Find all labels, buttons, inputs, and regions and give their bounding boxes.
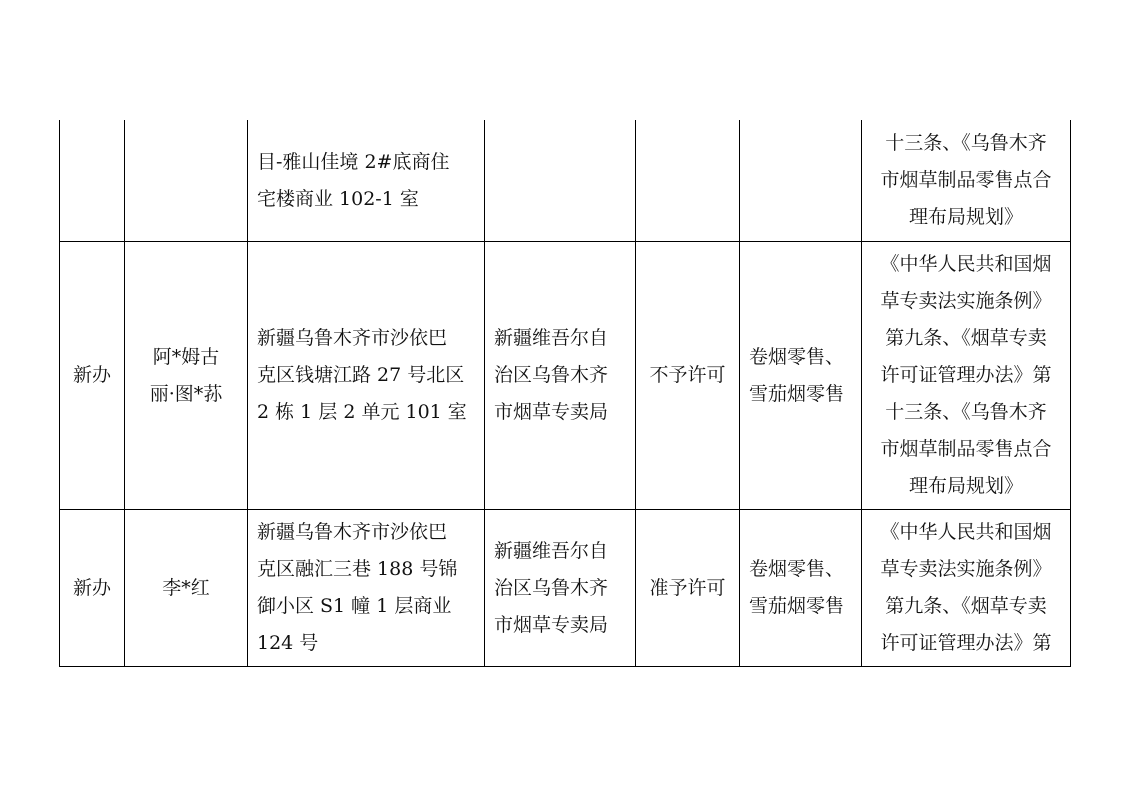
cell-address: 目-雅山佳境 2#底商住 宅楼商业 102-1 室 bbox=[248, 120, 485, 242]
cell-business-scope: 卷烟零售、 雪茄烟零售 bbox=[740, 242, 862, 510]
cell-applicant-name bbox=[125, 120, 248, 242]
cell-authority: 新疆维吾尔自 治区乌鲁木齐 市烟草专卖局 bbox=[485, 242, 636, 510]
cell-address: 新疆乌鲁木齐市沙依巴 克区融汇三巷 188 号锦 御小区 S1 幢 1 层商业 124 号 bbox=[248, 510, 485, 667]
license-table bbox=[59, 120, 1071, 667]
cell-decision bbox=[636, 120, 740, 242]
table-row bbox=[60, 510, 1071, 667]
cell-business-scope bbox=[740, 120, 862, 242]
cell-decision: 准予许可 bbox=[636, 510, 740, 667]
cell-license-type: 新办 bbox=[60, 242, 125, 510]
cell-decision: 不予许可 bbox=[636, 242, 740, 510]
cell-legal-basis: 《中华人民共和国烟 草专卖法实施条例》 第九条、《烟草专卖 许可证管理办法》第 bbox=[862, 510, 1071, 667]
cell-license-type bbox=[60, 120, 125, 242]
cell-authority bbox=[485, 120, 636, 242]
cell-license-type: 新办 bbox=[60, 510, 125, 667]
cell-legal-basis: 十三条、《乌鲁木齐 市烟草制品零售点合 理布局规划》 bbox=[862, 120, 1071, 242]
table-row bbox=[60, 120, 1071, 242]
cell-applicant-name: 阿*姆古 丽·图*荪 bbox=[125, 242, 248, 510]
cell-legal-basis: 《中华人民共和国烟 草专卖法实施条例》 第九条、《烟草专卖 许可证管理办法》第 十三条、《乌鲁木齐 市烟草制品零售点合 理布局规划》 bbox=[862, 242, 1071, 510]
cell-business-scope: 卷烟零售、 雪茄烟零售 bbox=[740, 510, 862, 667]
cell-address: 新疆乌鲁木齐市沙依巴 克区钱塘江路 27 号北区 2 栋 1 层 2 单元 101 室 bbox=[248, 242, 485, 510]
cell-applicant-name: 李*红 bbox=[125, 510, 248, 667]
table-row bbox=[60, 242, 1071, 510]
cell-authority: 新疆维吾尔自 治区乌鲁木齐 市烟草专卖局 bbox=[485, 510, 636, 667]
